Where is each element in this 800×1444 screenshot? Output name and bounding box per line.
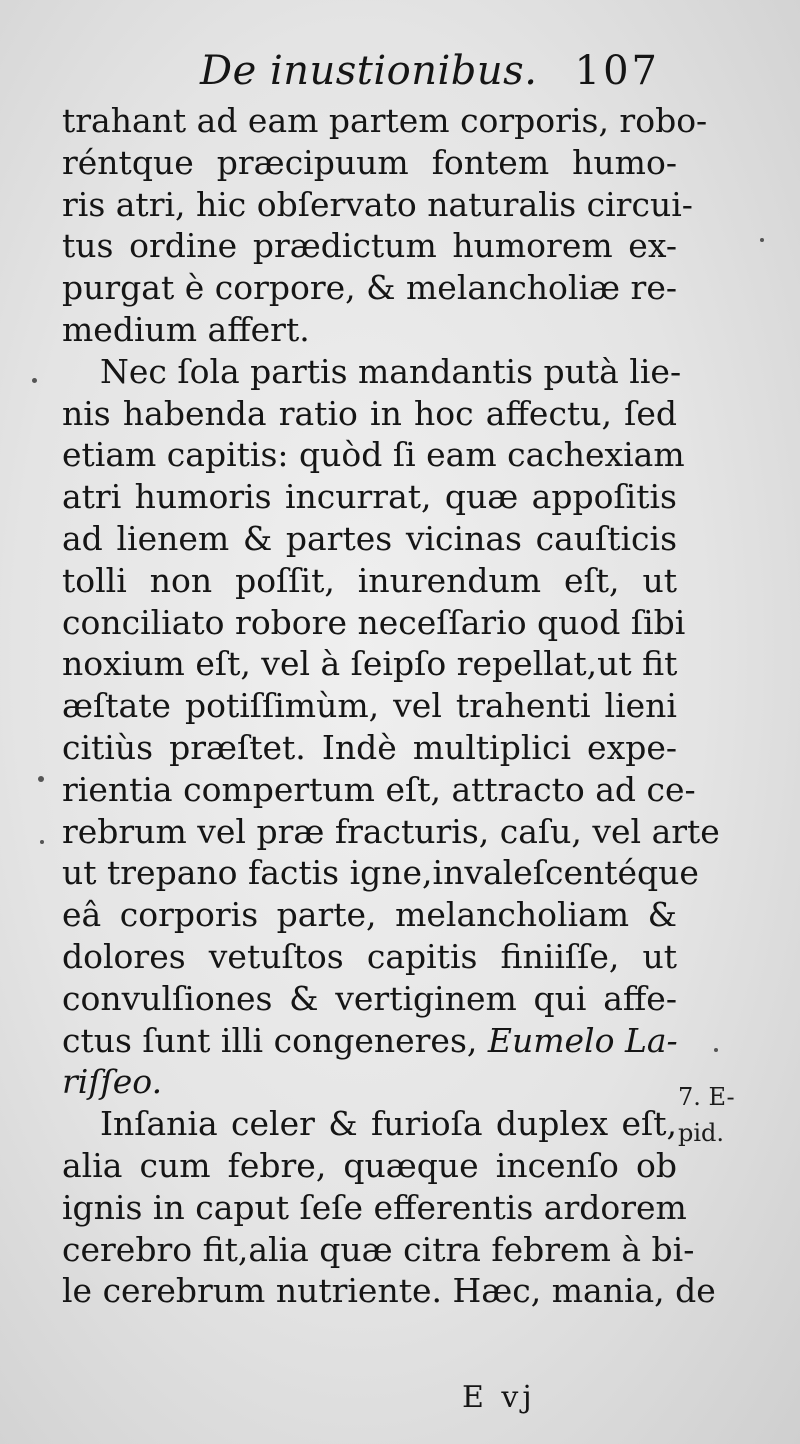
text-line: Nec ſola partis mandantis putà lie- bbox=[100, 351, 682, 391]
text-line: citiùs præſtet. Indè multiplici expe- bbox=[62, 727, 677, 767]
text-line: atri humoris incurrat, quæ appoſitis bbox=[62, 477, 677, 517]
ink-speck bbox=[714, 1048, 718, 1052]
citation-text: Eumelo La- bbox=[487, 1020, 678, 1060]
text-line: alia cum febre, quæque incenſo ob bbox=[62, 1145, 677, 1185]
citation-line bbox=[62, 1061, 677, 1103]
text-line: medium affert. bbox=[62, 309, 310, 349]
page-header bbox=[200, 48, 660, 98]
text-line: eâ corporis parte, melancholiam & bbox=[62, 895, 677, 935]
text-line: ctus ſunt illi congeneres, bbox=[62, 1020, 478, 1060]
page-number: 107 bbox=[574, 48, 660, 94]
ink-speck bbox=[760, 238, 764, 242]
signature-mark: E vj bbox=[462, 1380, 536, 1415]
margin-note: 7. E- bbox=[678, 1083, 735, 1111]
text-line: purgat è corpore, & melancholiæ re- bbox=[62, 268, 677, 308]
text-line: æſtate potiſſimùm, vel trahenti lieni bbox=[62, 686, 677, 726]
ink-speck bbox=[38, 776, 44, 782]
running-title: De inustionibus. bbox=[200, 48, 538, 94]
text-line: conciliato robore neceſſario quod ſibi bbox=[62, 602, 686, 642]
text-line: le cerebrum nutriente. Hæc, mania, de bbox=[62, 1271, 716, 1311]
text-line: dolores vetuſtos capitis finiiſſe, ut bbox=[62, 936, 677, 976]
text-line: ad lienem & partes vicinas cauſticis bbox=[62, 518, 677, 558]
ink-speck bbox=[32, 378, 37, 383]
citation-text: riſſeo. bbox=[62, 1062, 163, 1102]
text-line: Inſania celer & furioſa duplex eſt, bbox=[100, 1104, 677, 1144]
text-line: nis habenda ratio in hoc affectu, ſed bbox=[62, 393, 677, 433]
text-line: rebrum vel præ fracturis, caſu, vel arte bbox=[62, 811, 720, 851]
text-line: convulſiones & vertiginem qui affe- bbox=[62, 978, 677, 1018]
text-line: tus ordine prædictum humorem ex- bbox=[62, 226, 677, 266]
text-line: ris atri, hic obſervato naturalis circui- bbox=[62, 184, 693, 224]
text-line: noxium eſt, vel à ſeipſo repellat,ut fit bbox=[62, 644, 678, 684]
text-line: rientia compertum eſt, attracto ad ce- bbox=[62, 769, 696, 809]
text-line: trahant ad eam partem corporis, robo- bbox=[62, 101, 708, 140]
text-line: cerebro fit,alia quæ citra febrem à bi- bbox=[62, 1229, 695, 1269]
text-line: etiam capitis: quòd ſi eam cachexiam bbox=[62, 435, 685, 475]
ink-speck bbox=[40, 840, 44, 844]
text-line: ignis in caput ſeſe efferentis ardorem bbox=[62, 1187, 687, 1227]
text-line-with-citation bbox=[62, 1020, 677, 1062]
text-line: ut trepano factis igne,invaleſcentéque bbox=[62, 853, 699, 893]
margin-note: pid. bbox=[678, 1119, 725, 1147]
text-line: réntque præcipuum fontem humo- bbox=[62, 142, 677, 182]
text-line: tolli non poſſit, inurendum eſt, ut bbox=[62, 560, 677, 600]
